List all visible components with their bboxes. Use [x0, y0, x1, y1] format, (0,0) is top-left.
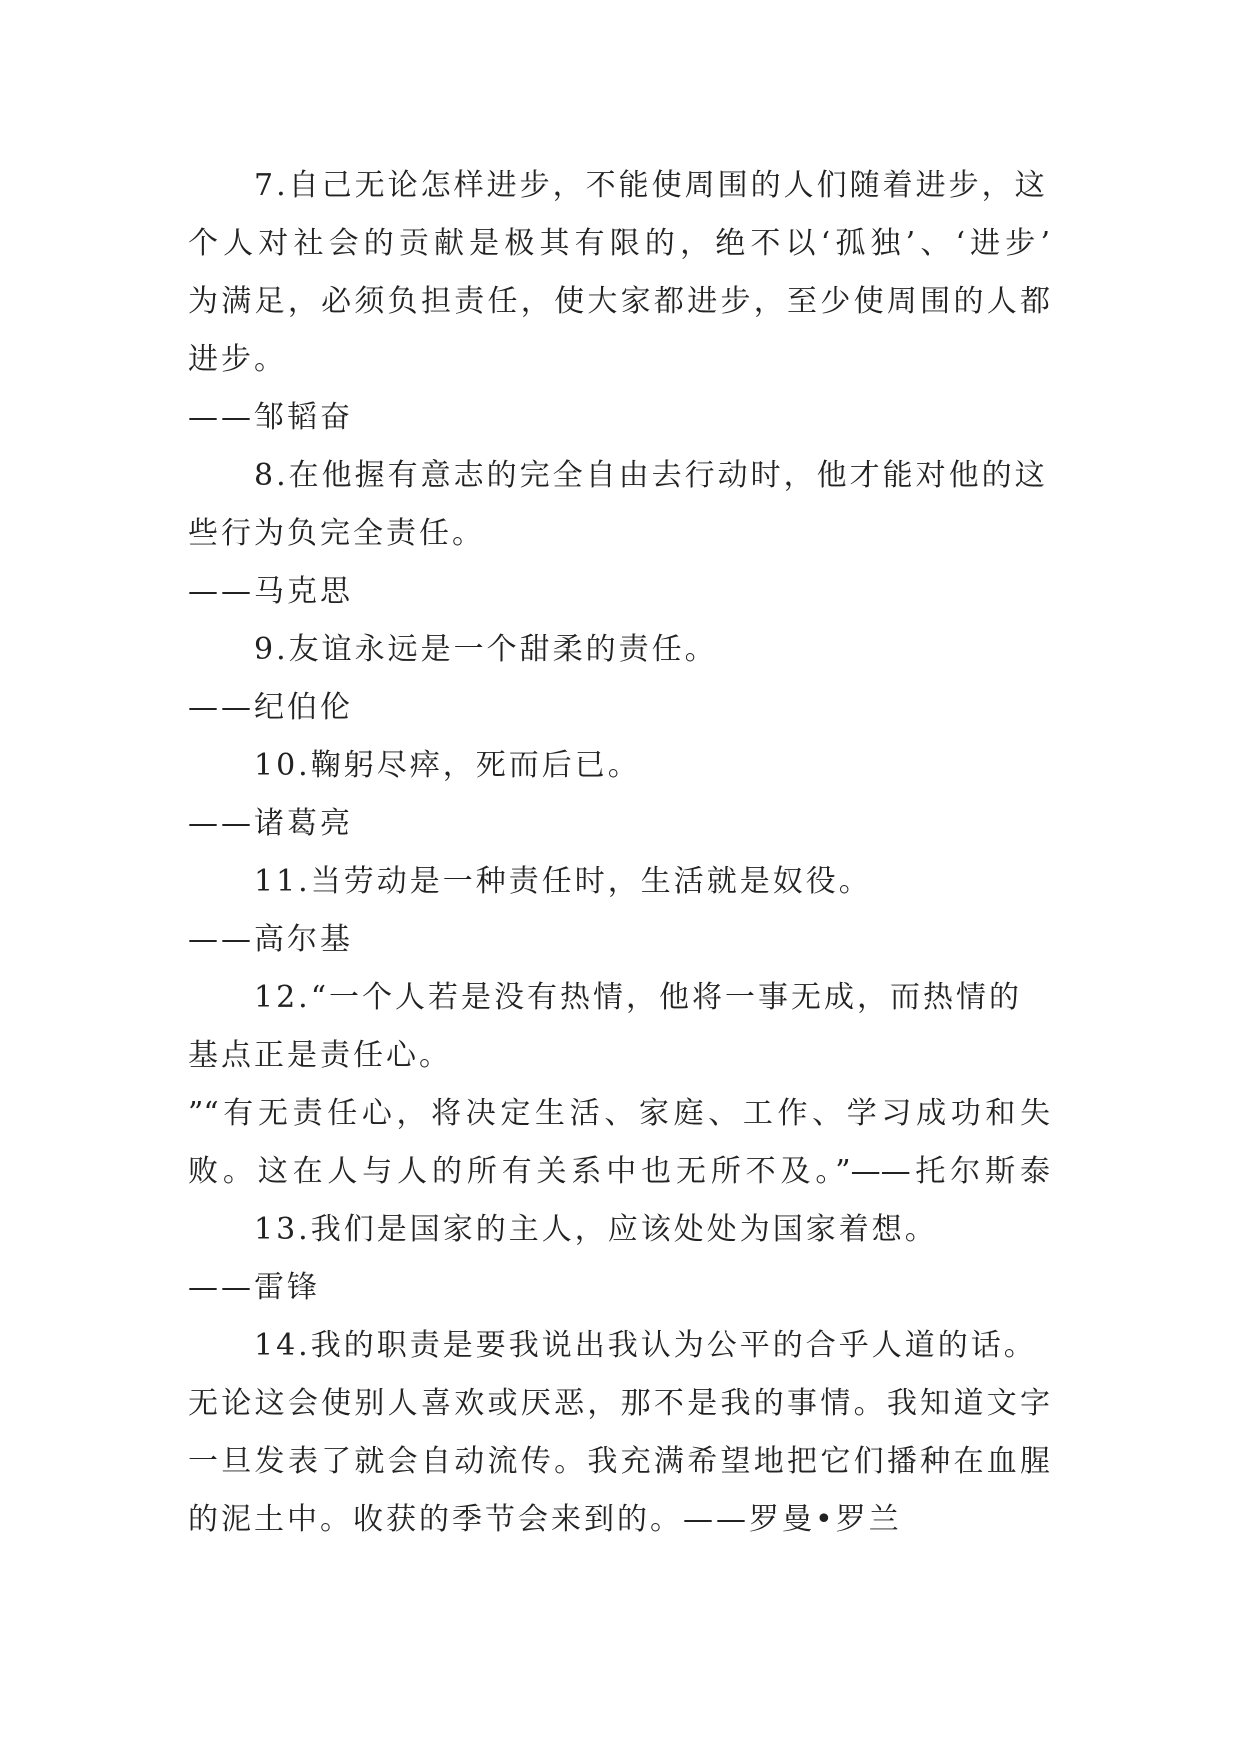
quote-11-line-1: 11.当劳动是一种责任时，生活就是奴役。 [254, 864, 872, 899]
quote-7-line-1: 7.自己无论怎样进步，不能使周围的人们随着进步，这 [254, 168, 1048, 203]
quote-11-author: ——高尔基 [188, 922, 353, 957]
quote-12-line-3: ”“有无责任心，将决定生活、家庭、工作、学习成功和失 [188, 1096, 1050, 1131]
quote-13-line-1: 13.我们是国家的主人，应该处处为国家着想。 [254, 1212, 938, 1247]
quote-12-line-1: 12.“一个人若是没有热情，他将一事无成，而热情的 [254, 980, 1023, 1015]
quote-14-line-4: 的泥土中。收获的季节会来到的。——罗曼•罗兰 [188, 1502, 902, 1537]
quote-8-author: ——马克思 [188, 574, 353, 609]
quote-10-author: ——诸葛亮 [188, 806, 353, 841]
quote-14-line-3: 一旦发表了就会自动流传。我充满希望地把它们播种在血腥 [188, 1444, 1050, 1479]
quote-7-author: ——邹韬奋 [188, 400, 353, 435]
quote-14-line-2: 无论这会使别人喜欢或厌恶，那不是我的事情。我知道文字 [188, 1386, 1050, 1421]
quote-9-author: ——纪伯伦 [188, 690, 353, 725]
quote-12-line-4: 败。这在人与人的所有关系中也无所不及。”——托尔斯泰 [188, 1154, 1050, 1189]
quote-9-line-1: 9.友谊永远是一个甜柔的责任。 [254, 632, 718, 667]
quote-12-line-2: 基点正是责任心。 [188, 1038, 452, 1073]
quote-8-line-1: 8.在他握有意志的完全自由去行动时，他才能对他的这 [254, 458, 1048, 493]
quote-7-line-3: 为满足，必须负担责任，使大家都进步，至少使周围的人都 [188, 284, 1050, 319]
quote-13-author: ——雷锋 [188, 1270, 320, 1305]
quote-8-line-2: 些行为负完全责任。 [188, 516, 485, 551]
quote-7-line-4: 进步。 [188, 342, 287, 377]
quote-14-line-1: 14.我的职责是要我说出我认为公平的合乎人道的话。 [254, 1328, 1037, 1363]
quote-10-line-1: 10.鞠躬尽瘁，死而后已。 [254, 748, 641, 783]
quote-7-line-2: 个人对社会的贡献是极其有限的，绝不以‘孤独’、‘进步’ [188, 226, 1050, 261]
